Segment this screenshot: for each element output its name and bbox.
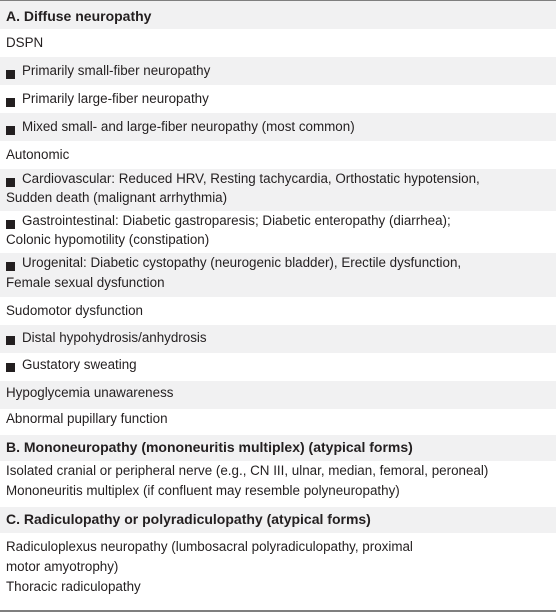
section-c-line: Radiculoplexus neuropathy (lumbosacral polyradiculopathy, proximal <box>6 539 413 554</box>
bullet-icon <box>6 70 15 79</box>
section-c-row <box>0 507 556 533</box>
section-b-line: Isolated cranial or peripheral nerve (e.g., CN III, ulnar, median, femoral, peroneal) <box>6 463 489 478</box>
sudomotor-row <box>0 297 556 325</box>
section-b-body <box>0 461 556 507</box>
section-b-line: Mononeuritis multiplex (if confluent may resemble polyneuropathy) <box>6 483 400 498</box>
bullet-icon <box>6 262 15 271</box>
list-item-text-line1: Cardiovascular: Reduced HRV, Resting tachycardia, Orthostatic hypotension, <box>22 171 480 186</box>
dspn-row <box>0 29 556 57</box>
bullet-icon <box>6 178 15 187</box>
list-item-text-line2: Female sexual dysfunction <box>6 275 165 290</box>
list-item-text: Mixed small- and large-fiber neuropathy (most common) <box>22 119 355 134</box>
section-b-row <box>0 435 556 461</box>
list-item-text-line1: Gastrointestinal: Diabetic gastroparesis; Diabetic enteropathy (diarrhea); <box>22 213 451 228</box>
section-a-title: A. Diffuse neuropathy <box>6 8 152 24</box>
list-item <box>0 57 556 85</box>
autonomic-label: Autonomic <box>6 147 70 162</box>
pupillary-label: Abnormal pupillary function <box>6 411 168 426</box>
list-item <box>0 169 556 211</box>
hypoglycemia-row <box>0 381 556 409</box>
section-c-line: motor amyotrophy) <box>6 559 119 574</box>
bullet-icon <box>6 363 15 372</box>
autonomic-row <box>0 141 556 169</box>
list-item-text: Distal hypohydrosis/anhydrosis <box>22 330 207 345</box>
list-item <box>0 253 556 297</box>
section-c-body <box>0 533 556 610</box>
list-item-text-line1: Urogenital: Diabetic cystopathy (neurogenic bladder), Erectile dysfunction, <box>22 255 462 270</box>
bullet-icon <box>6 336 15 345</box>
list-item-text: Primarily small-fiber neuropathy <box>22 63 211 78</box>
bullet-icon <box>6 220 15 229</box>
section-b-title: B. Mononeuropathy (mononeuritis multiplex) (atypical forms) <box>6 439 413 455</box>
pupillary-row <box>0 409 556 435</box>
section-c-title: C. Radiculopathy or polyradiculopathy (atypical forms) <box>6 511 371 527</box>
list-item <box>0 85 556 113</box>
list-item-text: Gustatory sweating <box>22 357 137 372</box>
section-c-line: Thoracic radiculopathy <box>6 579 141 594</box>
list-item <box>0 113 556 141</box>
hypoglycemia-label: Hypoglycemia unawareness <box>6 385 174 400</box>
list-item <box>0 353 556 381</box>
sudomotor-label: Sudomotor dysfunction <box>6 303 143 318</box>
list-item <box>0 325 556 353</box>
list-item-text-line2: Colonic hypomotility (constipation) <box>6 232 210 247</box>
bullet-icon <box>6 98 15 107</box>
list-item-text-line2: Sudden death (malignant arrhythmia) <box>6 190 228 205</box>
section-a-row <box>0 1 556 29</box>
list-item <box>0 211 556 253</box>
dspn-label: DSPN <box>6 35 44 50</box>
bullet-icon <box>6 126 15 135</box>
list-item-text: Primarily large-fiber neuropathy <box>22 91 209 106</box>
